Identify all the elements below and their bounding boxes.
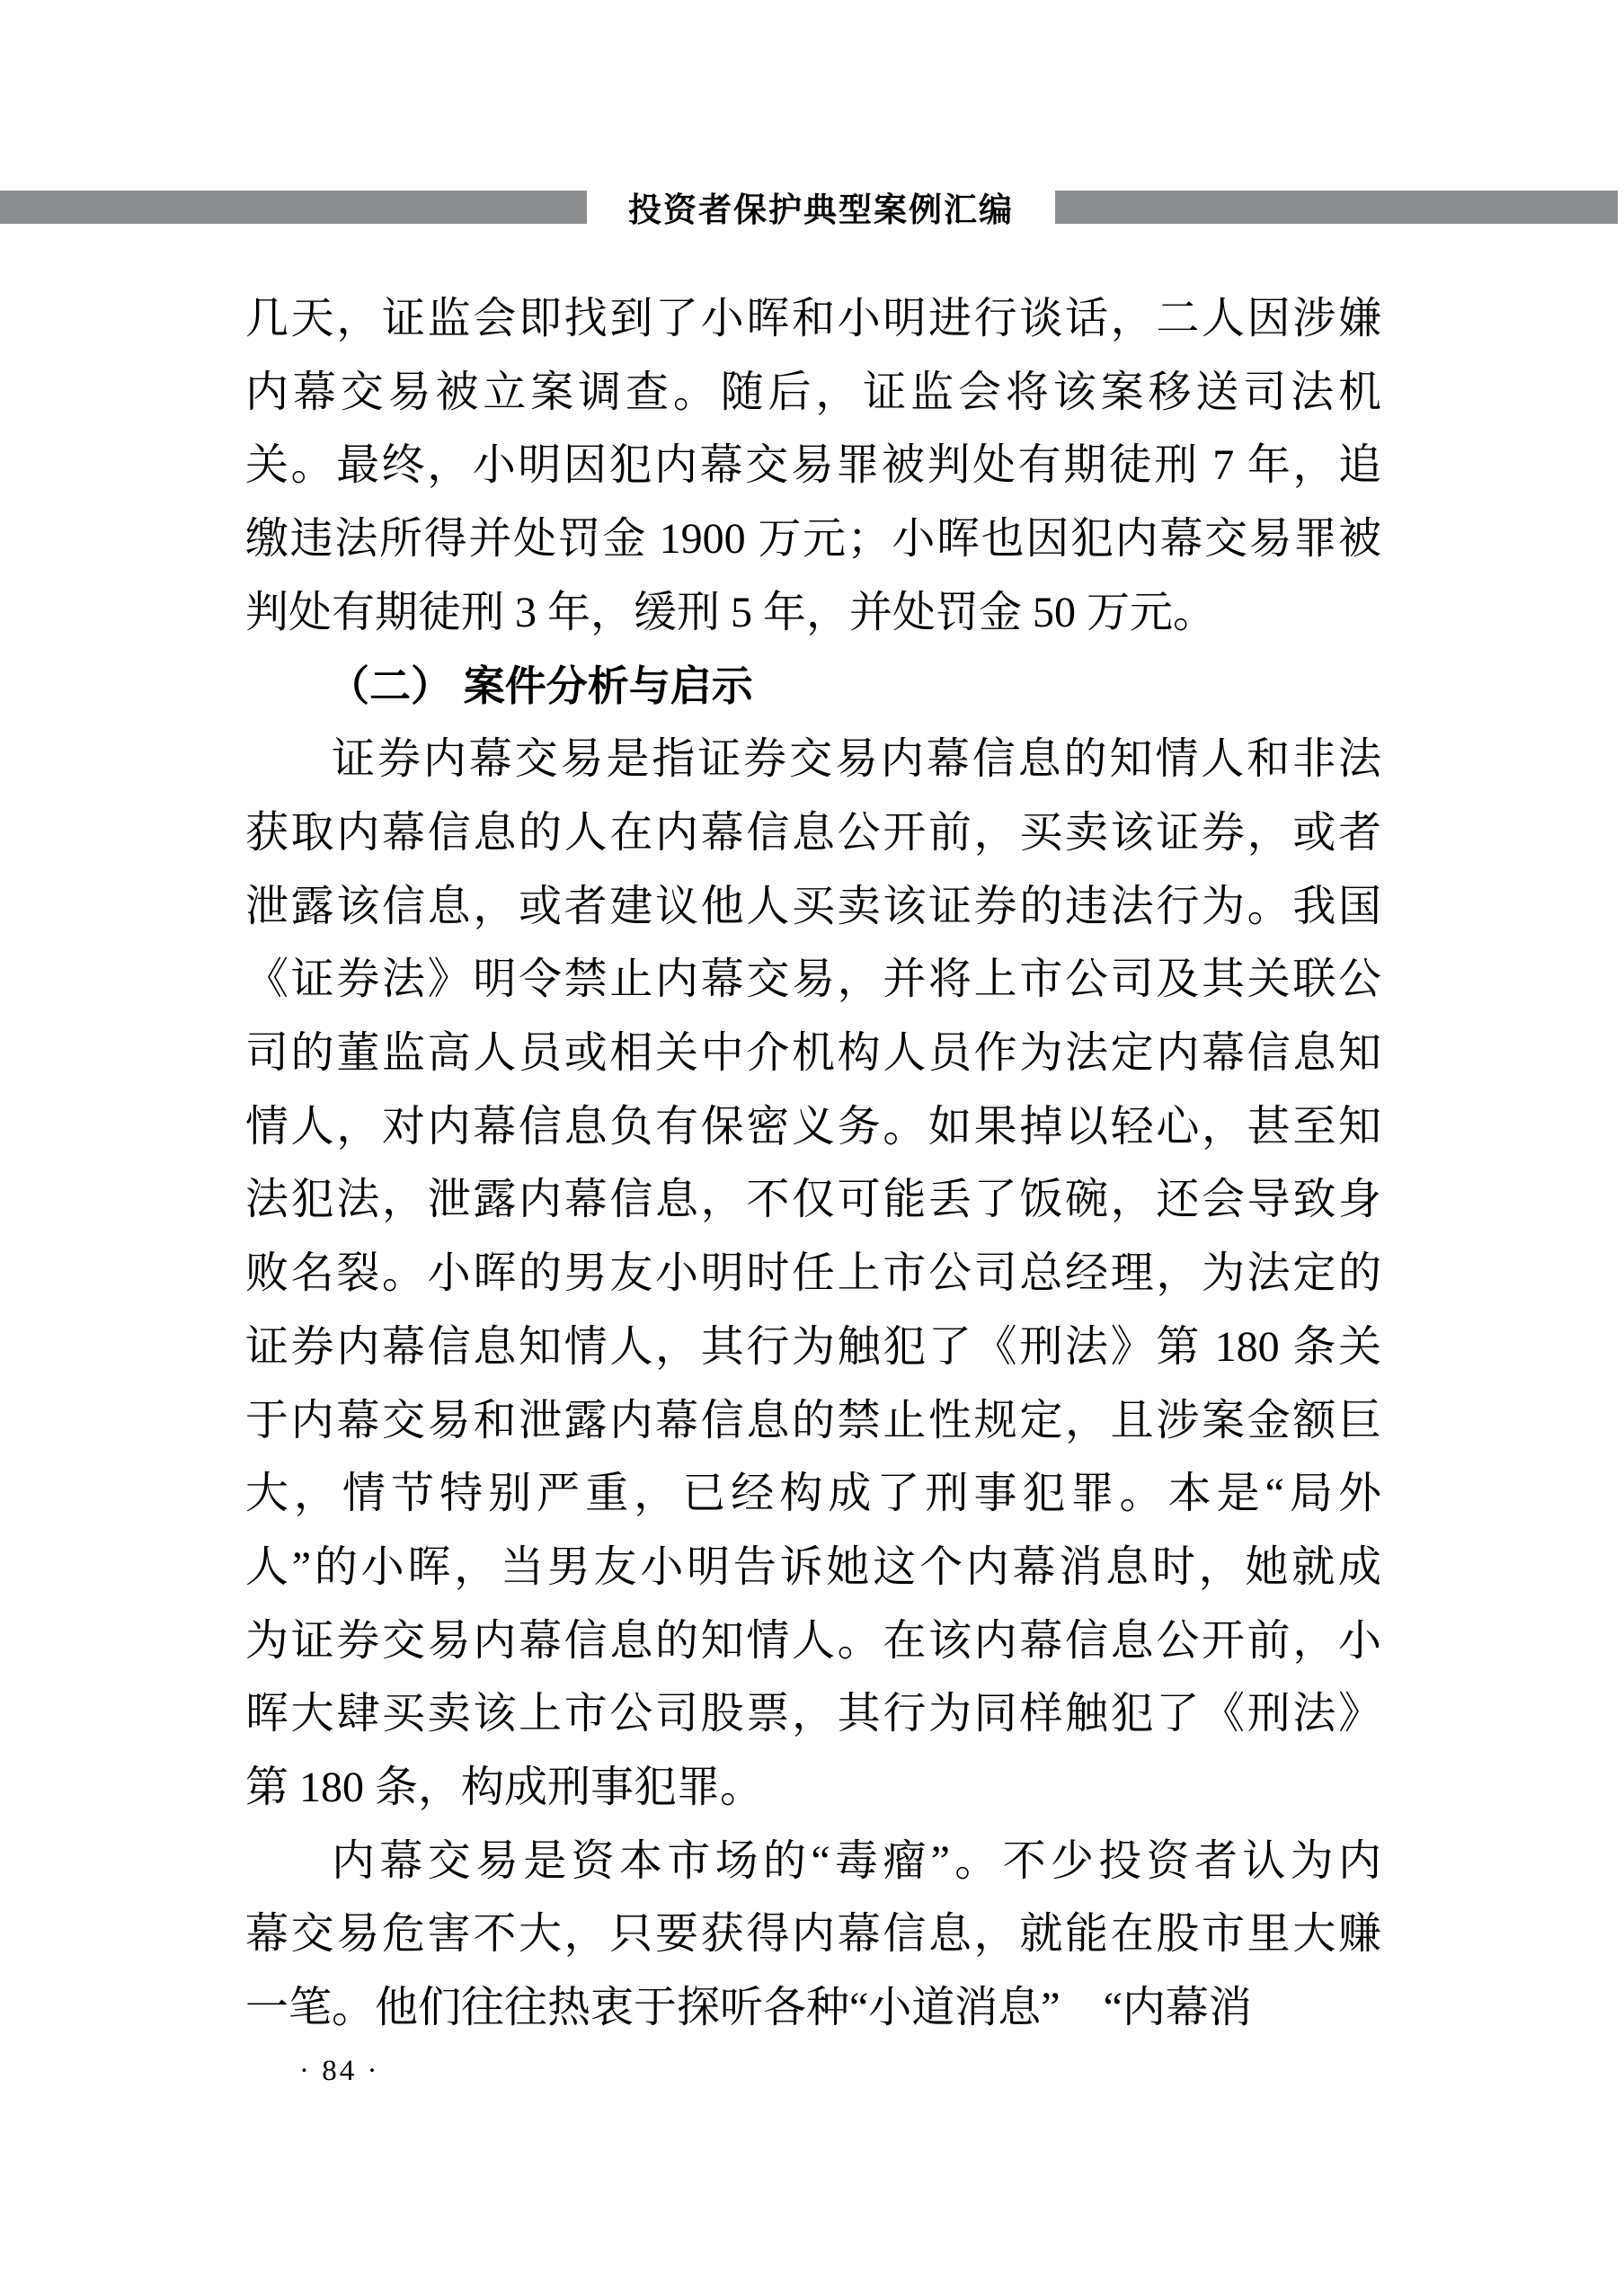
text-line: 人”的小晖，当男友小明告诉她这个内幕消息时，她就成: [245, 1542, 1381, 1591]
header-rule-left: [0, 191, 587, 224]
text-line: 《证券法》明令禁止内幕交易，并将上市公司及其关联公: [245, 955, 1381, 1004]
body-text: [245, 282, 1381, 2045]
section-heading: （二） 案件分析与启示: [328, 662, 753, 709]
text-line: 幕交易危害不大，只要获得内幕信息，就能在股市里大赚: [245, 1910, 1381, 1959]
text-line: 判处有期徒刑 3 年，缓刑 5 年，并处罚金 50 万元。: [245, 588, 1217, 636]
text-line: 为证券交易内幕信息的知情人。在该内幕信息公开前，小: [245, 1616, 1381, 1665]
text-line: 泄露该信息，或者建议他人买卖该证券的违法行为。我国: [245, 882, 1381, 930]
text-line: 证券内幕信息知情人，其行为触犯了《刑法》第 180 条关: [245, 1322, 1381, 1371]
header-rule-right: [1055, 191, 1618, 224]
text-line: 司的董监高人员或相关中介机构人员作为法定内幕信息知: [245, 1029, 1381, 1078]
running-head-title: 投资者保护典型案例汇编: [628, 191, 1014, 228]
text-line: 获取内幕信息的人在内幕信息公开前，买卖该证券，或者: [245, 808, 1381, 857]
text-line: 败名裂。小晖的男友小明时任上市公司总经理，为法定的: [245, 1249, 1381, 1298]
text-line: 第 180 条，构成刑事犯罪。: [245, 1764, 764, 1812]
text-line: 内幕交易被立案调查。随后，证监会将该案移送司法机: [245, 368, 1381, 416]
text-line: 关。最终，小明因犯内幕交易罪被判处有期徒刑 7 年，追: [245, 441, 1381, 490]
page-number: · 84 ·: [299, 2055, 380, 2087]
text-line: 内幕交易是资本市场的“毒瘤”。不少投资者认为内: [332, 1836, 1381, 1885]
text-line: 缴违法所得并处罚金 1900 万元；小晖也因犯内幕交易罪被: [245, 515, 1381, 564]
text-line: 一笔。他们往往热衷于探听各种“小道消息” “内幕消: [245, 1984, 1252, 2032]
text-line: 法犯法，泄露内幕信息，不仅可能丢了饭碗，还会导致身: [245, 1176, 1381, 1224]
text-line: 晖大肆买卖该上市公司股票，其行为同样触犯了《刑法》: [245, 1690, 1381, 1738]
text-line: 大，情节特别严重，已经构成了刑事犯罪。本是“局外: [245, 1470, 1381, 1518]
text-line: 情人，对内幕信息负有保密义务。如果掉以轻心，甚至知: [245, 1102, 1381, 1151]
text-line: 于内幕交易和泄露内幕信息的禁止性规定，且涉案金额巨: [245, 1396, 1381, 1444]
text-line: 证券内幕交易是指证券交易内幕信息的知情人和非法: [332, 735, 1381, 784]
text-line: 几天，证监会即找到了小晖和小明进行谈话，二人因涉嫌: [245, 295, 1381, 342]
